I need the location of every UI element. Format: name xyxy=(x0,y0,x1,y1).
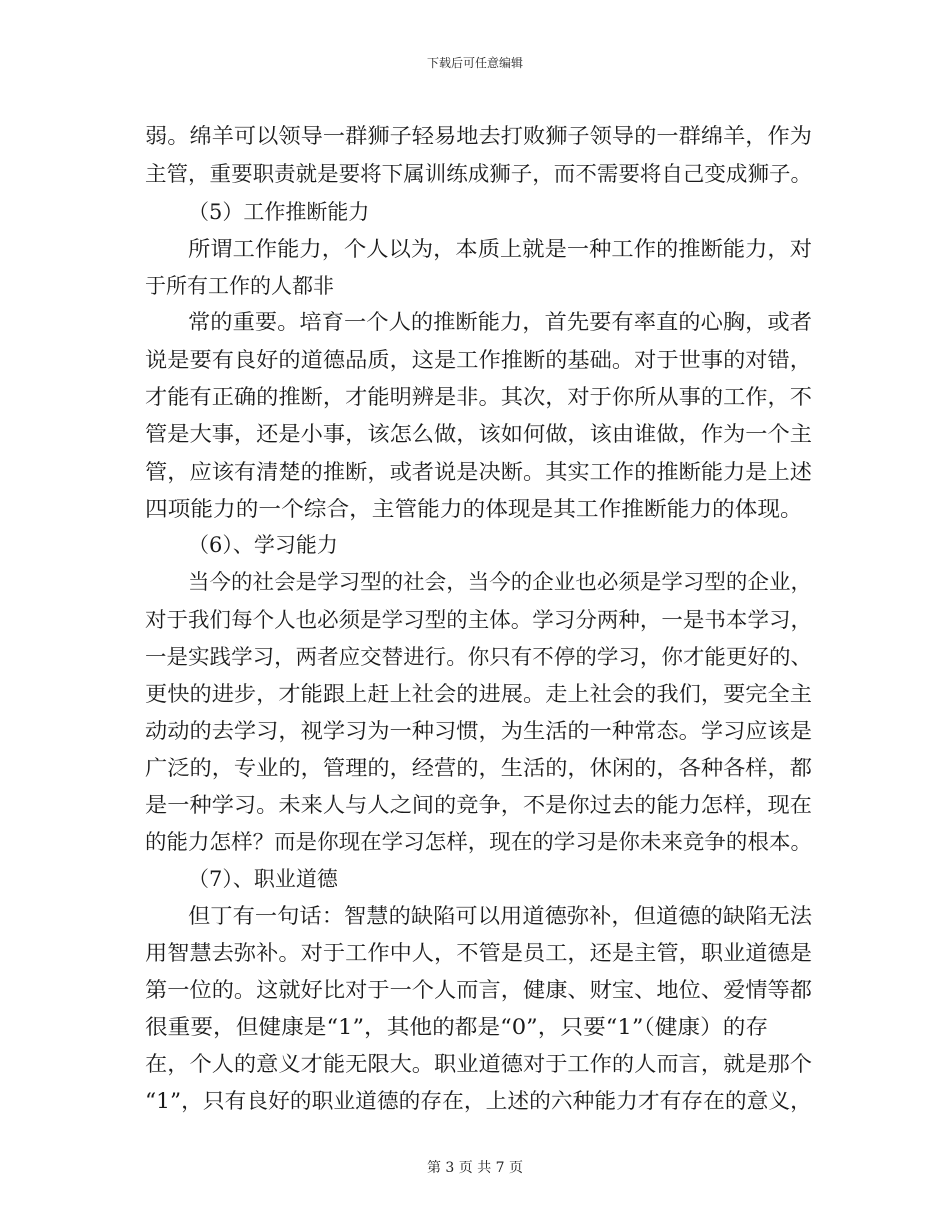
body-line: 是一种学习。未来人与人之间的竞争，不是你过去的能力怎样，现在 xyxy=(145,793,812,817)
body-line: 四项能力的一个综合，主管能力的体现是其工作推断能力的体现。 xyxy=(145,497,803,521)
body-line: 所谓工作能力，个人以为，本质上就是一种工作的推断能力，对 xyxy=(188,237,812,261)
body-line: 才能有正确的推断，才能明辨是非。其次，对于你所从事的工作，不 xyxy=(145,385,812,409)
body-line: 主管，重要职责就是要将下属训练成狮子，而不需要将自己变成狮子。 xyxy=(145,162,812,186)
body-line: 的能力怎样？而是你现在学习怎样，现在的学习是你未来竞争的根本。 xyxy=(145,830,812,854)
body-line: 一是实践学习，两者应交替进行。你只有不停的学习，你才能更好的、 xyxy=(145,645,812,669)
section-heading: （6）、学习能力 xyxy=(188,533,338,557)
body-line: 广泛的，专业的，管理的，经营的，生活的，休闲的，各种各样，都 xyxy=(145,756,812,780)
page-number: 第 3 页 共 7 页 xyxy=(426,1160,524,1176)
body-line: 常的重要。培育一个人的推断能力，首先要有率直的心胸，或者 xyxy=(188,310,812,334)
body-line: 但丁有一句话：智慧的缺陷可以用道德弥补，但道德的缺陷无法 xyxy=(188,904,812,928)
body-line: 管，应该有清楚的推断，或者说是决断。其实工作的推断能力是上述 xyxy=(145,460,812,484)
body-line: 管是大事，还是小事，该怎么做，该如何做，该由谁做，作为一个主 xyxy=(145,422,812,446)
body-line: 用智慧去弥补。对于工作中人，不管是员工，还是主管，职业道德是 xyxy=(145,941,812,965)
body-line: 当今的社会是学习型的社会，当今的企业也必须是学习型的企业， xyxy=(188,570,812,594)
body-line: 第一位的。这就好比对于一个人而言，健康、财宝、地位、爱情等都 xyxy=(145,978,812,1002)
body-line: 很重要，但健康是“1”，其他的都是“0”，只要“1”（健康）的存 xyxy=(145,1015,769,1039)
body-line: “1”，只有良好的职业道德的存在，上述的六种能力才有存在的意义， xyxy=(145,1089,812,1113)
page-header: 下载后可任意编辑 xyxy=(426,56,523,70)
body-line: 对于我们每个人也必须是学习型的主体。学习分两种，一是书本学习， xyxy=(145,608,812,632)
body-line: 在，个人的意义才能无限大。职业道德对于工作的人而言，就是那个 xyxy=(145,1052,812,1076)
body-line: 更快的进步，才能跟上赶上社会的进展。走上社会的我们，要完全主 xyxy=(145,682,812,706)
section-heading: （5）工作推断能力 xyxy=(188,200,370,224)
body-line: 说是要有良好的道德品质，这是工作推断的基础。对于世事的对错， xyxy=(145,348,812,372)
body-line: 于所有工作的人都非 xyxy=(145,274,334,298)
body-line: 弱。绵羊可以领导一群狮子轻易地去打败狮子领导的一群绵羊，作为 xyxy=(145,124,812,148)
section-heading: （7）、职业道德 xyxy=(188,867,338,891)
body-line: 动动的去学习，视学习为一种习惯，为生活的一种常态。学习应该是 xyxy=(145,719,812,743)
